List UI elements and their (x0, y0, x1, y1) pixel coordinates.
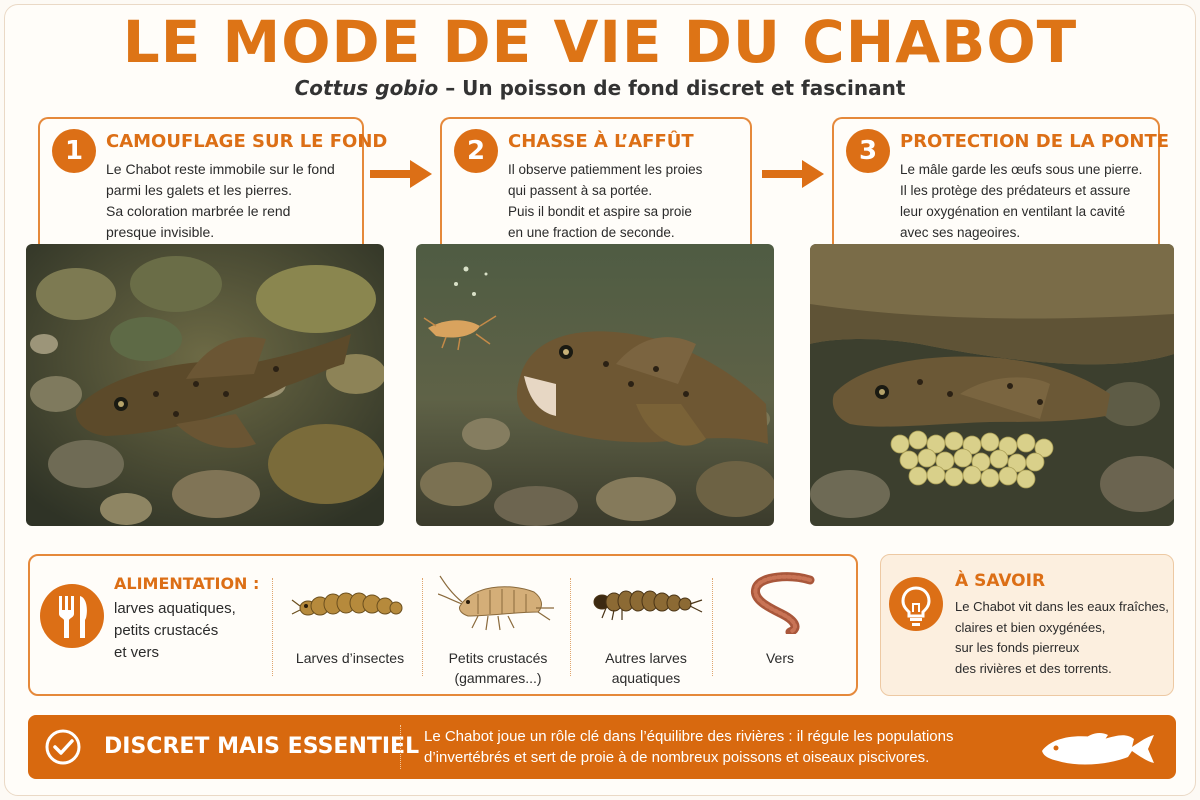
step-number: 1 (52, 129, 96, 173)
step-line: en une fraction de seconde. (508, 225, 675, 240)
photo-camouflage (26, 244, 384, 526)
banner-title: DISCRET MAIS ESSENTIEL (104, 734, 420, 759)
photo-ponte (810, 244, 1174, 526)
alimentation-line: petits crustacés (114, 622, 219, 639)
food-item-larves-insectes (280, 572, 420, 692)
cutlery-icon (40, 584, 104, 648)
photo-chasse (416, 244, 774, 526)
food-label-line: aquatiques (611, 670, 681, 686)
worm-icon (720, 572, 840, 634)
alimentation-title: ALIMENTATION : (114, 574, 260, 593)
step-line: Puis il bondit et aspire sa proie (508, 204, 692, 219)
a-savoir-line: des rivières et des torrents. (955, 660, 1112, 676)
step-protection (832, 117, 1170, 257)
step-description (900, 159, 1148, 243)
step-number: 2 (454, 129, 498, 173)
species-name: Cottus gobio (294, 76, 439, 100)
step-title: CAMOUFLAGE SUR LE FOND (106, 131, 388, 152)
crustacean-icon (438, 572, 558, 634)
aquatic-larva-icon (586, 572, 706, 634)
step-line: Sa coloration marbrée le rend (106, 203, 291, 219)
bottom-banner (28, 715, 1176, 779)
step-title: CHASSE À L’AFFÛT (508, 131, 694, 152)
step-title: PROTECTION DE LA PONTE (900, 131, 1170, 152)
divider (272, 578, 273, 676)
alimentation-line: et vers (114, 644, 160, 661)
a-savoir-line: sur les fonds pierreux (955, 640, 1080, 655)
divider (570, 578, 571, 676)
step-line: Il les protège des prédateurs et assure (900, 183, 1131, 198)
food-item-petits-crustaces (428, 572, 568, 692)
step-line: avec ses nageoires. (900, 225, 1021, 240)
food-label (710, 648, 850, 668)
step-line: parmi les galets et les pierres. (106, 182, 292, 198)
a-savoir-line: Le Chabot vit dans les eaux fraîches, (955, 599, 1169, 614)
step-number: 3 (846, 129, 890, 173)
step-chasse (440, 117, 752, 257)
fish-icon (1038, 727, 1156, 769)
banner-line: d’invertébrés et sert de proie à de nombreux poissons et oiseaux piscivores. (424, 749, 930, 766)
food-label-line: Petits crustacés (448, 650, 548, 666)
alimentation-summary (114, 598, 236, 664)
step-line: qui passent à sa portée. (508, 183, 653, 198)
step-camouflage (38, 117, 388, 257)
banner-text (424, 726, 953, 768)
food-label-line: Autres larves (605, 650, 687, 666)
food-item-autres-larves (576, 572, 716, 692)
food-label-line: Vers (765, 650, 794, 666)
step-description (508, 159, 740, 243)
alimentation-panel (28, 554, 858, 696)
food-label (280, 648, 420, 668)
food-label (428, 648, 568, 688)
arrow-right-icon (762, 160, 824, 188)
step-line: Le Chabot reste immobile sur le fond (106, 161, 335, 177)
arrow-right-icon (370, 160, 432, 188)
page-title: LE MODE DE VIE DU CHABOT (122, 8, 1078, 76)
a-savoir-panel (880, 554, 1174, 696)
a-savoir-title: À SAVOIR (955, 571, 1046, 591)
alimentation-line: larves aquatiques, (114, 600, 236, 617)
step-line: leur oxygénation en ventilant la cavité (900, 204, 1126, 219)
food-label-line: Larves d’insectes (295, 650, 405, 666)
step-description (106, 159, 352, 243)
food-label (576, 648, 716, 688)
insect-larva-icon (290, 572, 410, 634)
food-item-vers (710, 572, 850, 692)
step-line: presque invisible. (106, 224, 215, 240)
a-savoir-line: claires et bien oxygénées, (955, 619, 1106, 635)
banner-divider (400, 725, 401, 769)
food-label-line: (gammares...) (454, 670, 542, 686)
page-subtitle (0, 76, 1200, 100)
step-line: Le mâle garde les œufs sous une pierre. (900, 162, 1143, 177)
banner-line: Le Chabot joue un rôle clé dans l’équilibre des rivières : il régule les populations (424, 728, 954, 745)
checkmark-circle-icon (44, 728, 82, 766)
a-savoir-text (955, 597, 1169, 679)
subtitle-text: – Un poisson de fond discret et fascinant (438, 76, 906, 100)
divider (422, 578, 423, 676)
lightbulb-icon (889, 577, 943, 631)
step-line: Il observe patiemment les proies (508, 162, 703, 177)
